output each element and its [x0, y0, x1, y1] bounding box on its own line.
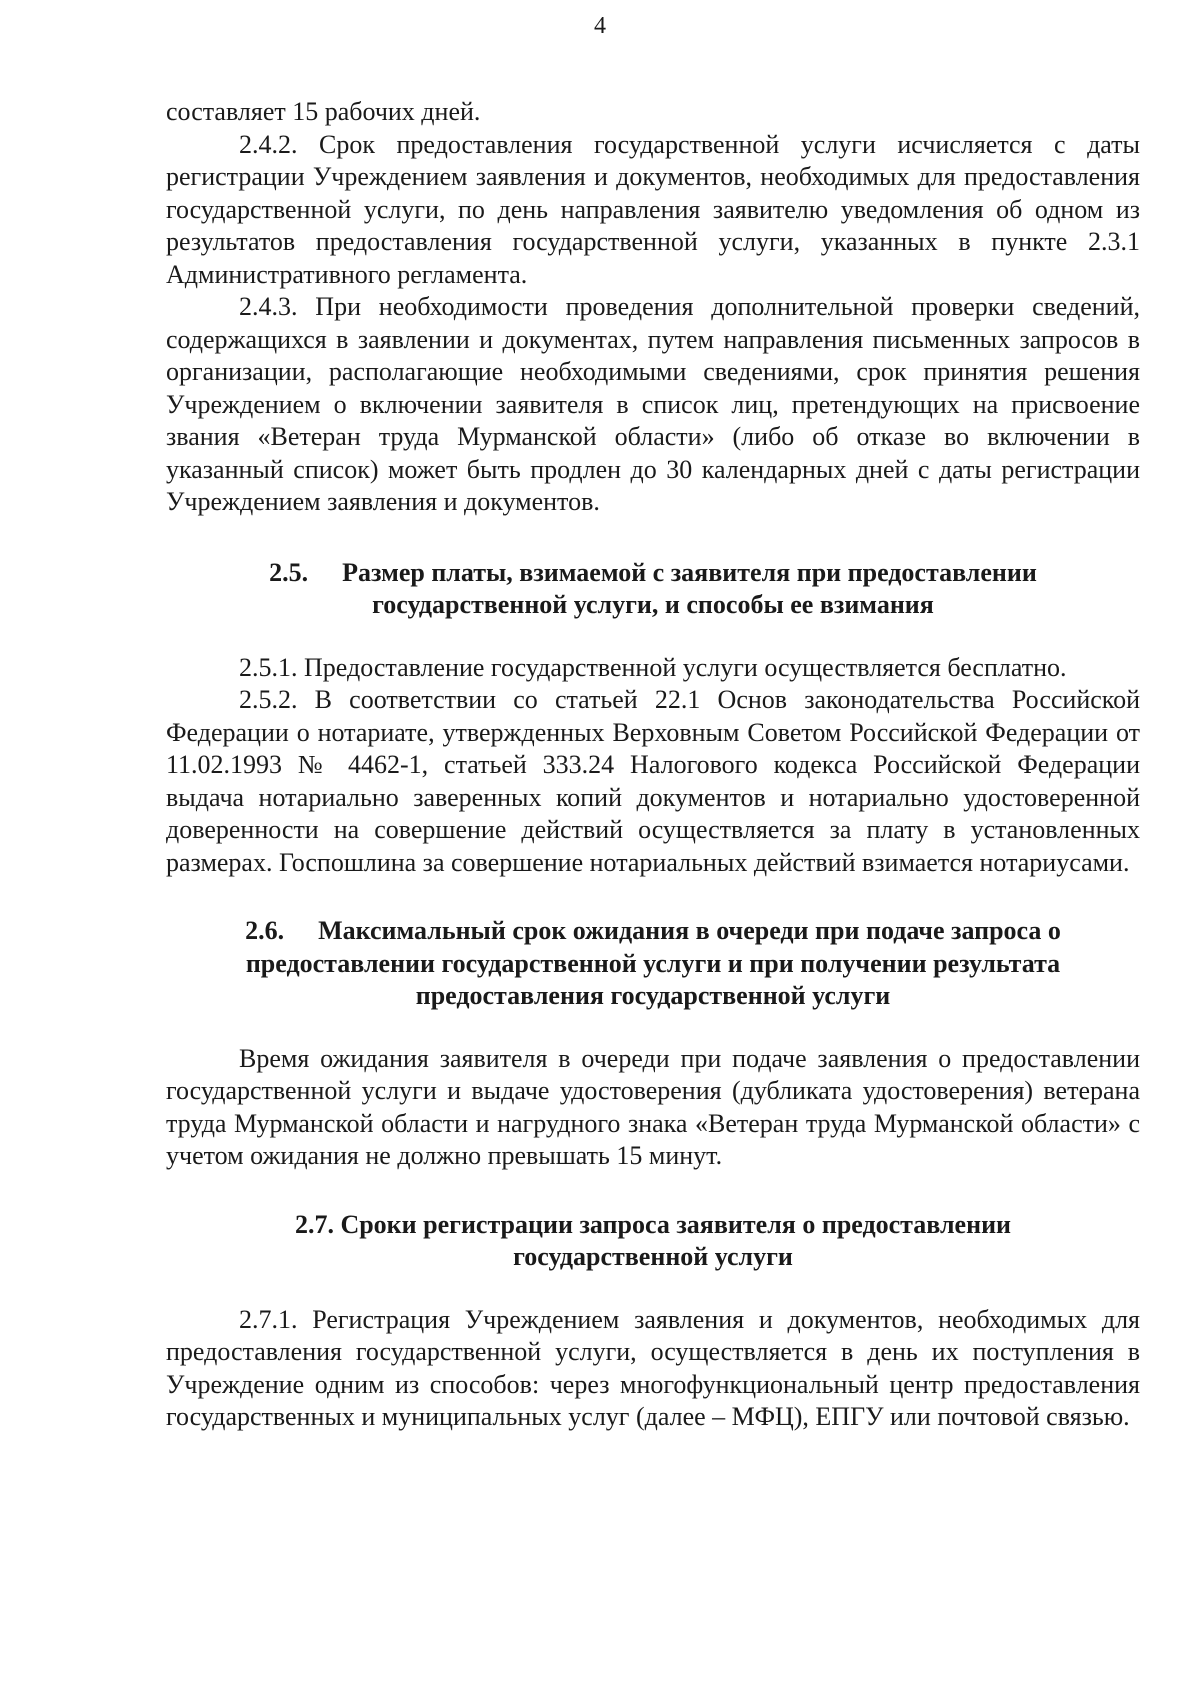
document-body: [166, 96, 1140, 1434]
heading-line: Максимальный срок ожидания в очереди при подаче запроса о: [318, 916, 1061, 945]
paragraph-2-5-2: 2.5.2. В соответствии со статьей 22.1 Основ законодательства Российской Федерации о нотариате, утвержденных Верховным Советом Российской Федерации от 11.02.1993 № 4462-1, статьей 333.24 Налогового кодекса Российской Федерации выдача нотариально заверенных копий документов и нотариально удостоверенной доверенности на совершение действий осуществляется за плату в установленных размерах. Госпошлина за совершение нотариальных действий взимается нотариусами.: [166, 685, 1140, 877]
paragraph-2-4-3: 2.4.3. При необходимости проведения дополнительной проверки сведений, содержащихся в заявлении и документах, путем направления письменных запросов в организации, располагающие необходимыми сведениями, срок принятия решения Учреждением о включении заявителя в список лиц, претендующих на присвоение звания «Ветеран труда Мурманской области» (либо об отказе во включении в указанный список) может быть продлен до 30 календарных дней с даты регистрации Учреждением заявления и документов.: [166, 292, 1140, 516]
heading-line: государственной услуги, и способы ее взимания: [372, 590, 934, 619]
paragraph-2-5-1: 2.5.1. Предоставление государственной услуги осуществляется бесплатно.: [239, 652, 1067, 682]
section-number: 2.6.: [245, 916, 285, 945]
section-heading-2-7: [166, 1209, 1140, 1274]
section-heading-2-5: [166, 557, 1140, 622]
heading-line: предоставлении государственной услуги и при получении результата: [245, 948, 1061, 978]
heading-line: государственной услуги: [513, 1242, 793, 1271]
paragraph-2-6: Время ожидания заявителя в очереди при подаче заявления о предоставлении государственной услуги и выдаче удостоверения (дубликата удостоверения) ветерана труда Мурманской области и нагрудного знака «Ветеран труда Мурманской области» с учетом ожидания не должно превышать 15 минут.: [166, 1043, 1140, 1170]
paragraph-continuation: составляет 15 рабочих дней.: [166, 97, 481, 126]
page-number: 4: [594, 13, 606, 39]
heading-line: 2.7. Сроки регистрации запроса заявителя о предоставлении: [294, 1209, 1012, 1239]
paragraph-2-7-1: 2.7.1. Регистрация Учреждением заявления и документов, необходимых для предоставления государственной услуги, осуществляется в день их поступления в Учреждение одним из способов: через многофункциональный центр предоставления государственных и муниципальных услуг (далее – МФЦ), ЕПГУ или почтовой связью.: [166, 1304, 1140, 1431]
heading-line: предоставления государственной услуги: [415, 981, 891, 1010]
paragraph-2-4-2: 2.4.2. Срок предоставления государственной услуги исчисляется с даты регистрации Учреждением заявления и документов, необходимых для предоставления государственной услуги, по день направления заявителю уведомления об одном из результатов предоставления государственной услуги, указанных в пункте 2.3.1 Административного регламента.: [166, 129, 1140, 289]
heading-line: Размер платы, взимаемой с заявителя при предоставлении: [342, 557, 1037, 587]
section-number: 2.5.: [269, 557, 309, 587]
section-heading-2-6: [166, 915, 1140, 1013]
